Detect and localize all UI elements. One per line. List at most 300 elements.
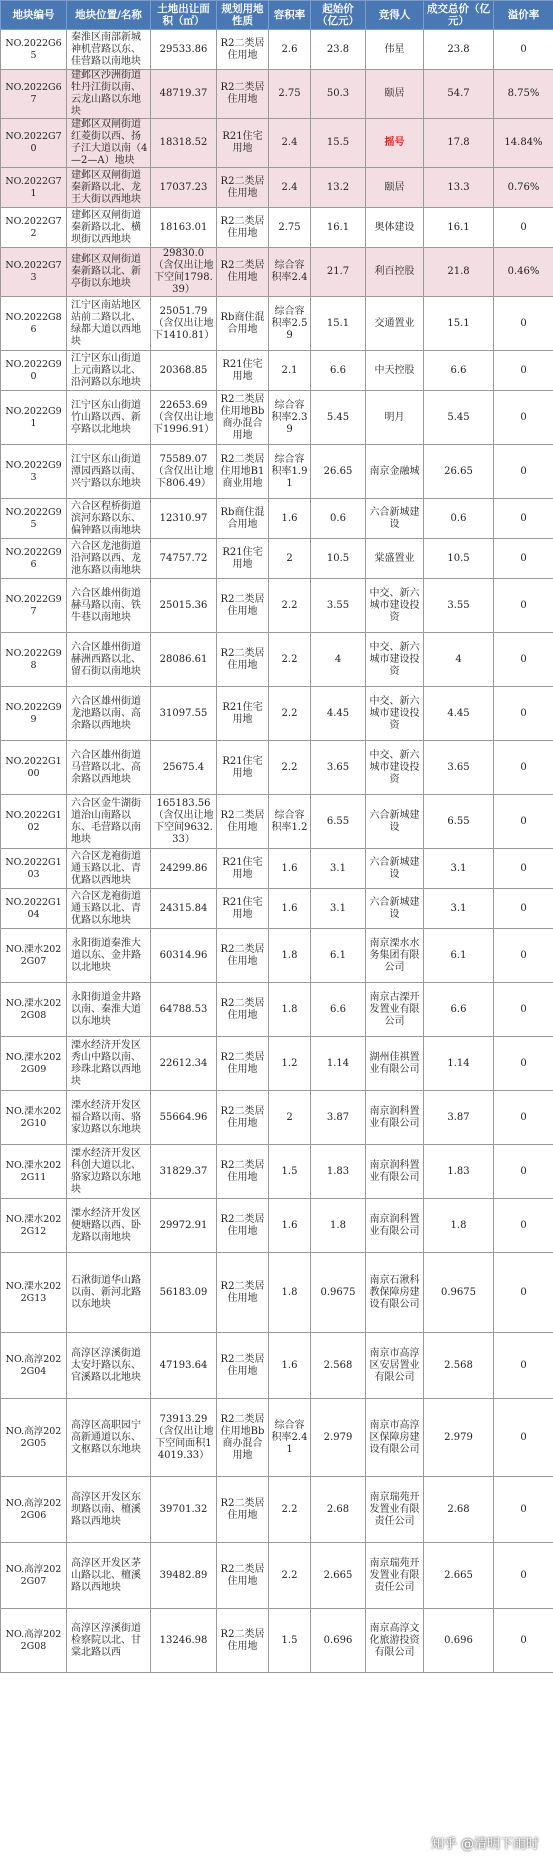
lot-code-cell: NO.高淳2022G07 <box>1 1543 67 1609</box>
land-area-cell: 25051.79（含仅出让地下1410.81） <box>151 297 217 351</box>
winning-bidder-cell: 湖州佳祺置业有限公司 <box>366 1037 424 1091</box>
starting-price-cell: 6.6 <box>311 983 366 1037</box>
table-row <box>1 1333 553 1399</box>
lot-code-cell: NO.2022G99 <box>1 687 67 741</box>
premium-rate-cell: 0 <box>494 633 553 687</box>
total-price-cell: 2.68 <box>424 1477 494 1543</box>
column-header: 竞得人 <box>366 1 424 30</box>
column-header: 地块位置/名称 <box>67 1 151 30</box>
floor-area-ratio-cell: 2 <box>269 539 311 579</box>
land-area-cell: 24299.86 <box>151 849 217 889</box>
table-row <box>1 1399 553 1477</box>
lot-location-cell: 建邺区双闸街道红菱街以西、扬子江大道以南（4—2—A）地块 <box>67 119 151 168</box>
winning-bidder-cell: 南京润科置业有限公司 <box>366 1091 424 1145</box>
premium-rate-cell: 0 <box>494 499 553 539</box>
floor-area-ratio-cell: 2.75 <box>269 208 311 248</box>
land-use-cell: R2二类居住用地 <box>217 168 269 208</box>
starting-price-cell: 13.2 <box>311 168 366 208</box>
total-price-cell: 2.979 <box>424 1399 494 1477</box>
winning-bidder-cell: 中天控股 <box>366 351 424 391</box>
land-use-cell: R2二类居住用地Bb商办混合用地 <box>217 391 269 445</box>
table-row <box>1 30 553 70</box>
floor-area-ratio-cell: 综合容积率1.2 <box>269 795 311 849</box>
premium-rate-cell: 0 <box>494 849 553 889</box>
land-area-cell: 20368.85 <box>151 351 217 391</box>
lot-code-cell: NO.高淳2022G04 <box>1 1333 67 1399</box>
lot-location-cell: 溧水经济开发区科创大道以北、骆家边路以东地块 <box>67 1145 151 1199</box>
winning-bidder-cell: 南京润科置业有限公司 <box>366 1199 424 1253</box>
premium-rate-cell: 0 <box>494 1091 553 1145</box>
land-area-cell: 18163.01 <box>151 208 217 248</box>
winning-bidder-cell: 奥体建设 <box>366 208 424 248</box>
total-price-cell: 1.14 <box>424 1037 494 1091</box>
land-use-cell: R21住宅用地 <box>217 687 269 741</box>
total-price-cell: 15.1 <box>424 297 494 351</box>
land-area-cell: 75589.07（含仅出让地下806.49） <box>151 445 217 499</box>
winning-bidder-cell: 中交、新六城市建设投资 <box>366 687 424 741</box>
lot-location-cell: 六合区雄州街道龙池路以南、高余路以西地块 <box>67 687 151 741</box>
starting-price-cell: 4.45 <box>311 687 366 741</box>
table-row <box>1 849 553 889</box>
winning-bidder-cell: 南京溧水水务集团有限公司 <box>366 929 424 983</box>
land-use-cell: R2二类居住用地 <box>217 1091 269 1145</box>
starting-price-cell: 5.45 <box>311 391 366 445</box>
land-area-cell: 25675.4 <box>151 741 217 795</box>
winning-bidder-cell: 颐居 <box>366 70 424 119</box>
lot-code-cell: NO.2022G65 <box>1 30 67 70</box>
table-row <box>1 539 553 579</box>
lot-code-cell: NO.溧水2022G09 <box>1 1037 67 1091</box>
column-header: 容积率 <box>269 1 311 30</box>
lot-code-cell: NO.2022G93 <box>1 445 67 499</box>
table-row <box>1 1253 553 1333</box>
table-row <box>1 889 553 929</box>
lot-code-cell: NO.高淳2022G05 <box>1 1399 67 1477</box>
lot-code-cell: NO.2022G103 <box>1 849 67 889</box>
land-use-cell: R2二类居住用地 <box>217 1477 269 1543</box>
lot-code-cell: NO.2022G95 <box>1 499 67 539</box>
starting-price-cell: 1.83 <box>311 1145 366 1199</box>
starting-price-cell: 4 <box>311 633 366 687</box>
total-price-cell: 6.6 <box>424 983 494 1037</box>
lot-code-cell: NO.2022G96 <box>1 539 67 579</box>
land-use-cell: R2二类居住用地 <box>217 70 269 119</box>
starting-price-cell: 3.55 <box>311 579 366 633</box>
premium-rate-cell: 0 <box>494 445 553 499</box>
total-price-cell: 5.45 <box>424 391 494 445</box>
starting-price-cell: 15.5 <box>311 119 366 168</box>
winning-bidder-cell: 中交、新六城市建设投资 <box>366 579 424 633</box>
winning-bidder-cell: 南京市高淳区安居置业有限公司 <box>366 1333 424 1399</box>
lot-location-cell: 江宁区东山街道上元南路以北、沿河路以东地块 <box>67 351 151 391</box>
lot-location-cell: 高淳区淳溪街道检察院以北、甘棠北路以西 <box>67 1609 151 1673</box>
starting-price-cell: 15.1 <box>311 297 366 351</box>
lot-code-cell: NO.高淳2022G06 <box>1 1477 67 1543</box>
land-use-cell: R2二类居住用地 <box>217 929 269 983</box>
floor-area-ratio-cell: 2.1 <box>269 351 311 391</box>
land-use-cell: R21住宅用地 <box>217 741 269 795</box>
winning-bidder-cell: 南京润科置业有限公司 <box>366 1145 424 1199</box>
total-price-cell: 0.9675 <box>424 1253 494 1333</box>
table-row <box>1 70 553 119</box>
land-use-cell: R2二类居住用地 <box>217 30 269 70</box>
land-area-cell: 18318.52 <box>151 119 217 168</box>
starting-price-cell: 3.1 <box>311 889 366 929</box>
lot-location-cell: 永阳街道秦淮大道以东、金井路以北地块 <box>67 929 151 983</box>
winning-bidder-cell: 六合新城建设 <box>366 889 424 929</box>
floor-area-ratio-cell: 1.6 <box>269 849 311 889</box>
floor-area-ratio-cell: 综合容积率1.91 <box>269 445 311 499</box>
total-price-cell: 26.65 <box>424 445 494 499</box>
total-price-cell: 1.8 <box>424 1199 494 1253</box>
land-use-cell: R2二类居住用地 <box>217 1199 269 1253</box>
winning-bidder-cell: 颐居 <box>366 168 424 208</box>
column-header: 地块编号 <box>1 1 67 30</box>
column-header: 起始价（亿元） <box>311 1 366 30</box>
winning-bidder-cell: 南京市高淳区保障房建设有限公司 <box>366 1399 424 1477</box>
floor-area-ratio-cell: 2 <box>269 1091 311 1145</box>
lot-location-cell: 高淳区开发区茅山路以北、檀溪路以西地块 <box>67 1543 151 1609</box>
total-price-cell: 6.1 <box>424 929 494 983</box>
land-area-cell: 73913.29（含仅出让地下空间面积14019.33） <box>151 1399 217 1477</box>
winning-bidder-cell: 利百控股 <box>366 248 424 297</box>
floor-area-ratio-cell: 1.6 <box>269 889 311 929</box>
starting-price-cell: 6.1 <box>311 929 366 983</box>
lot-location-cell: 石湫街道华山路以南、新河北路以东地块 <box>67 1253 151 1333</box>
column-header: 成交总价（亿元） <box>424 1 494 30</box>
lot-location-cell: 六合区程桥街道滨河东路以东、偏钟路以南地块 <box>67 499 151 539</box>
table-row <box>1 168 553 208</box>
table-body <box>1 30 553 1673</box>
floor-area-ratio-cell: 综合容积率2.59 <box>269 297 311 351</box>
starting-price-cell: 0.6 <box>311 499 366 539</box>
floor-area-ratio-cell: 1.6 <box>269 1333 311 1399</box>
total-price-cell: 2.665 <box>424 1543 494 1609</box>
total-price-cell: 3.1 <box>424 889 494 929</box>
winning-bidder-cell: 摇号 <box>366 119 424 168</box>
total-price-cell: 3.65 <box>424 741 494 795</box>
starting-price-cell: 3.1 <box>311 849 366 889</box>
lot-location-cell: 江宁区东山街道竹山路以西、新亭路以北地块 <box>67 391 151 445</box>
lot-location-cell: 六合区龙池街道沿河路以西、龙池东路以南地块 <box>67 539 151 579</box>
lot-code-cell: NO.高淳2022G08 <box>1 1609 67 1673</box>
land-area-cell: 39482.89 <box>151 1543 217 1609</box>
floor-area-ratio-cell: 1.5 <box>269 1145 311 1199</box>
lot-code-cell: NO.溧水2022G07 <box>1 929 67 983</box>
lot-location-cell: 溧水经济开发区便塘路以西、卧龙路以南地块 <box>67 1199 151 1253</box>
table-row <box>1 1145 553 1199</box>
table-row <box>1 119 553 168</box>
lot-location-cell: 六合区龙袍街道通玉路以北、青优路以东地块 <box>67 889 151 929</box>
table-row <box>1 633 553 687</box>
land-use-cell: R2二类居住用地B1商业用地 <box>217 445 269 499</box>
premium-rate-cell: 0 <box>494 539 553 579</box>
winning-bidder-cell: 南京金融城 <box>366 445 424 499</box>
total-price-cell: 13.3 <box>424 168 494 208</box>
total-price-cell: 3.1 <box>424 849 494 889</box>
lot-code-cell: NO.2022G86 <box>1 297 67 351</box>
table-row <box>1 208 553 248</box>
premium-rate-cell: 0.46% <box>494 248 553 297</box>
land-area-cell: 17037.23 <box>151 168 217 208</box>
floor-area-ratio-cell: 1.6 <box>269 1199 311 1253</box>
land-use-cell: R2二类居住用地 <box>217 208 269 248</box>
table-row <box>1 795 553 849</box>
table-row <box>1 1091 553 1145</box>
floor-area-ratio-cell: 1.2 <box>269 1037 311 1091</box>
winning-bidder-cell: 棠盛置业 <box>366 539 424 579</box>
lot-location-cell: 建邺区双闸街道秦新路以北、新亭街以东地块 <box>67 248 151 297</box>
column-header: 溢价率 <box>494 1 553 30</box>
total-price-cell: 0.6 <box>424 499 494 539</box>
column-header: 规划用地性质 <box>217 1 269 30</box>
total-price-cell: 23.8 <box>424 30 494 70</box>
lot-code-cell: NO.溧水2022G11 <box>1 1145 67 1199</box>
land-area-cell: 22612.34 <box>151 1037 217 1091</box>
lot-code-cell: NO.溧水2022G13 <box>1 1253 67 1333</box>
table-row <box>1 687 553 741</box>
total-price-cell: 2.568 <box>424 1333 494 1399</box>
premium-rate-cell: 0.76% <box>494 168 553 208</box>
table-row <box>1 297 553 351</box>
premium-rate-cell: 0 <box>494 297 553 351</box>
premium-rate-cell: 0 <box>494 1477 553 1543</box>
land-area-cell: 47193.64 <box>151 1333 217 1399</box>
land-use-cell: R2二类居住用地 <box>217 1253 269 1333</box>
land-use-cell: R21住宅用地 <box>217 889 269 929</box>
winning-bidder-cell: 伟星 <box>366 30 424 70</box>
premium-rate-cell: 0 <box>494 687 553 741</box>
land-area-cell: 39701.32 <box>151 1477 217 1543</box>
land-use-cell: R21住宅用地 <box>217 351 269 391</box>
starting-price-cell: 0.696 <box>311 1609 366 1673</box>
starting-price-cell: 2.665 <box>311 1543 366 1609</box>
winning-bidder-cell: 中交、新六城市建设投资 <box>366 633 424 687</box>
floor-area-ratio-cell: 2.2 <box>269 1477 311 1543</box>
starting-price-cell: 1.14 <box>311 1037 366 1091</box>
starting-price-cell: 6.6 <box>311 351 366 391</box>
land-area-cell: 56183.09 <box>151 1253 217 1333</box>
starting-price-cell: 6.55 <box>311 795 366 849</box>
winning-bidder-cell: 南京瑞苑开发置业有限责任公司 <box>366 1477 424 1543</box>
land-area-cell: 48719.37 <box>151 70 217 119</box>
starting-price-cell: 10.5 <box>311 539 366 579</box>
table-row <box>1 1199 553 1253</box>
premium-rate-cell: 0 <box>494 1543 553 1609</box>
winning-bidder-cell: 南京高淳文化旅游投资有限公司 <box>366 1609 424 1673</box>
lot-location-cell: 高淳区淳溪街道太安圩路以东、官溪路以北地块 <box>67 1333 151 1399</box>
lot-location-cell: 高淳区开发区东坝路以南、檀溪路以西地块 <box>67 1477 151 1543</box>
land-area-cell: 28086.61 <box>151 633 217 687</box>
premium-rate-cell: 0 <box>494 391 553 445</box>
land-area-cell: 29533.86 <box>151 30 217 70</box>
floor-area-ratio-cell: 1.6 <box>269 499 311 539</box>
land-area-cell: 24315.84 <box>151 889 217 929</box>
lot-code-cell: NO.2022G97 <box>1 579 67 633</box>
land-area-cell: 25015.36 <box>151 579 217 633</box>
lot-location-cell: 溧水经济开发区福合路以南、骆家边路以东地块 <box>67 1091 151 1145</box>
land-area-cell: 29830.0（含仅出让地下空间1798.39） <box>151 248 217 297</box>
starting-price-cell: 3.65 <box>311 741 366 795</box>
lot-location-cell: 六合区龙袍街道通玉路以北、青优路以西地块 <box>67 849 151 889</box>
land-area-cell: 55664.96 <box>151 1091 217 1145</box>
table-row <box>1 1543 553 1609</box>
floor-area-ratio-cell: 1.8 <box>269 929 311 983</box>
winning-bidder-cell: 南京古溧开发置业有限公司 <box>366 983 424 1037</box>
lot-location-cell: 六合区雄州街道赫洲西路以北、留石街以南地块 <box>67 633 151 687</box>
lot-location-cell: 永阳街道金井路以南、秦淮大道以东地块 <box>67 983 151 1037</box>
table-row <box>1 983 553 1037</box>
floor-area-ratio-cell: 综合容积率2.4 <box>269 248 311 297</box>
land-use-cell: R2二类居住用地 <box>217 1145 269 1199</box>
land-area-cell: 29972.91 <box>151 1199 217 1253</box>
total-price-cell: 3.55 <box>424 579 494 633</box>
land-use-cell: Rb商住混合用地 <box>217 499 269 539</box>
land-area-cell: 12310.97 <box>151 499 217 539</box>
premium-rate-cell: 0 <box>494 1609 553 1673</box>
floor-area-ratio-cell: 2.2 <box>269 741 311 795</box>
land-use-cell: R2二类居住用地 <box>217 633 269 687</box>
total-price-cell: 21.8 <box>424 248 494 297</box>
lot-location-cell: 秦淮区南部新城神机营路以东、佳营路以南地块 <box>67 30 151 70</box>
winning-bidder-cell: 南京石湫科教保障房建设有限公司 <box>366 1253 424 1333</box>
premium-rate-cell: 0 <box>494 1333 553 1399</box>
land-area-cell: 74757.72 <box>151 539 217 579</box>
land-use-cell: R2二类居住用地 <box>217 1543 269 1609</box>
floor-area-ratio-cell: 1.5 <box>269 1609 311 1673</box>
floor-area-ratio-cell: 综合容积率2.41 <box>269 1399 311 1477</box>
starting-price-cell: 50.3 <box>311 70 366 119</box>
starting-price-cell: 1.8 <box>311 1199 366 1253</box>
lot-location-cell: 溧水经济开发区秀山中路以南、珍珠北路以西地块 <box>67 1037 151 1091</box>
land-use-cell: R2二类居住用地 <box>217 1609 269 1673</box>
premium-rate-cell: 0 <box>494 1399 553 1477</box>
starting-price-cell: 16.1 <box>311 208 366 248</box>
land-use-cell: R21住宅用地 <box>217 849 269 889</box>
table-row <box>1 1609 553 1673</box>
land-use-cell: R2二类居住用地 <box>217 248 269 297</box>
land-use-cell: R2二类居住用地 <box>217 983 269 1037</box>
lot-location-cell: 六合区雄州街道马营路以北、高余路以西地块 <box>67 741 151 795</box>
table-row <box>1 741 553 795</box>
table-row <box>1 391 553 445</box>
premium-rate-cell: 14.84% <box>494 119 553 168</box>
premium-rate-cell: 8.75% <box>494 70 553 119</box>
lot-code-cell: NO.2022G71 <box>1 168 67 208</box>
floor-area-ratio-cell: 2.2 <box>269 633 311 687</box>
lot-location-cell: 建邺区沙洲街道牡丹江街以南、云龙山路以东地块 <box>67 70 151 119</box>
winning-bidder-cell: 六合新城建设 <box>366 849 424 889</box>
starting-price-cell: 3.87 <box>311 1091 366 1145</box>
land-area-cell: 64788.53 <box>151 983 217 1037</box>
total-price-cell: 6.55 <box>424 795 494 849</box>
land-use-cell: R2二类居住用地 <box>217 1037 269 1091</box>
lot-location-cell: 六合区金牛湖街道治山南路以东、毛营路以南地块 <box>67 795 151 849</box>
lot-location-cell: 建邺区双闸街道秦新路以北、龙王大街以西地块 <box>67 168 151 208</box>
lot-code-cell: NO.2022G102 <box>1 795 67 849</box>
land-use-cell: Rb商住混合用地 <box>217 297 269 351</box>
premium-rate-cell: 0 <box>494 983 553 1037</box>
lot-code-cell: NO.溧水2022G10 <box>1 1091 67 1145</box>
winning-bidder-cell: 六合新城建设 <box>366 795 424 849</box>
floor-area-ratio-cell: 1.8 <box>269 1253 311 1333</box>
lot-code-cell: NO.溧水2022G12 <box>1 1199 67 1253</box>
lot-location-cell: 江宁区南站地区站前二路以北、绿都大道以西地块 <box>67 297 151 351</box>
total-price-cell: 6.6 <box>424 351 494 391</box>
lot-code-cell: NO.溧水2022G08 <box>1 983 67 1037</box>
total-price-cell: 0.696 <box>424 1609 494 1673</box>
table-row <box>1 445 553 499</box>
lot-code-cell: NO.2022G91 <box>1 391 67 445</box>
floor-area-ratio-cell: 2.2 <box>269 579 311 633</box>
floor-area-ratio-cell: 2.6 <box>269 30 311 70</box>
table-row <box>1 351 553 391</box>
premium-rate-cell: 0 <box>494 795 553 849</box>
lot-code-cell: NO.2022G100 <box>1 741 67 795</box>
premium-rate-cell: 0 <box>494 579 553 633</box>
lot-location-cell: 六合区雄州街道赫马路以南、铁牛巷以南地块 <box>67 579 151 633</box>
premium-rate-cell: 0 <box>494 1037 553 1091</box>
floor-area-ratio-cell: 2.2 <box>269 687 311 741</box>
total-price-cell: 10.5 <box>424 539 494 579</box>
winning-bidder-cell: 六合新城建设 <box>366 499 424 539</box>
land-area-cell: 60314.96 <box>151 929 217 983</box>
land-use-cell: R21住宅用地 <box>217 119 269 168</box>
land-area-cell: 31097.55 <box>151 687 217 741</box>
winning-bidder-cell: 明月 <box>366 391 424 445</box>
lot-code-cell: NO.2022G73 <box>1 248 67 297</box>
column-header: 土地出让面积（㎡） <box>151 1 217 30</box>
land-area-cell: 22653.69（含仅出让地下1996.91） <box>151 391 217 445</box>
starting-price-cell: 2.979 <box>311 1399 366 1477</box>
premium-rate-cell: 0 <box>494 889 553 929</box>
premium-rate-cell: 0 <box>494 741 553 795</box>
lot-code-cell: NO.2022G90 <box>1 351 67 391</box>
land-area-cell: 31829.37 <box>151 1145 217 1199</box>
winning-bidder-cell: 中交、新六城市建设投资 <box>366 741 424 795</box>
table-row <box>1 929 553 983</box>
winning-bidder-cell: 南京瑞苑开发置业有限责任公司 <box>366 1543 424 1609</box>
watermark: 知乎 @清明下雨时 <box>430 1837 539 1852</box>
floor-area-ratio-cell: 2.4 <box>269 119 311 168</box>
lot-code-cell: NO.2022G98 <box>1 633 67 687</box>
table-row <box>1 1037 553 1091</box>
floor-area-ratio-cell: 2.4 <box>269 168 311 208</box>
land-use-cell: R2二类居住用地 <box>217 795 269 849</box>
starting-price-cell: 23.8 <box>311 30 366 70</box>
premium-rate-cell: 0 <box>494 1145 553 1199</box>
starting-price-cell: 0.9675 <box>311 1253 366 1333</box>
lot-location-cell: 建邺区双闸街道秦新路以北、横坝街以西地块 <box>67 208 151 248</box>
starting-price-cell: 2.68 <box>311 1477 366 1543</box>
starting-price-cell: 26.65 <box>311 445 366 499</box>
premium-rate-cell: 0 <box>494 30 553 70</box>
land-use-cell: R2二类居住用地 <box>217 579 269 633</box>
lot-location-cell: 江宁区东山街道潭园西路以南、兴宁路以东地块 <box>67 445 151 499</box>
table-row <box>1 248 553 297</box>
floor-area-ratio-cell: 2.75 <box>269 70 311 119</box>
lot-code-cell: NO.2022G70 <box>1 119 67 168</box>
land-use-cell: R21住宅用地 <box>217 539 269 579</box>
winning-bidder-cell: 交通置业 <box>366 297 424 351</box>
premium-rate-cell: 0 <box>494 208 553 248</box>
land-use-cell: R2二类居住用地Bb商办混合用地 <box>217 1399 269 1477</box>
premium-rate-cell: 0 <box>494 1199 553 1253</box>
total-price-cell: 4.45 <box>424 687 494 741</box>
total-price-cell: 54.7 <box>424 70 494 119</box>
floor-area-ratio-cell: 2.2 <box>269 1543 311 1609</box>
starting-price-cell: 2.568 <box>311 1333 366 1399</box>
